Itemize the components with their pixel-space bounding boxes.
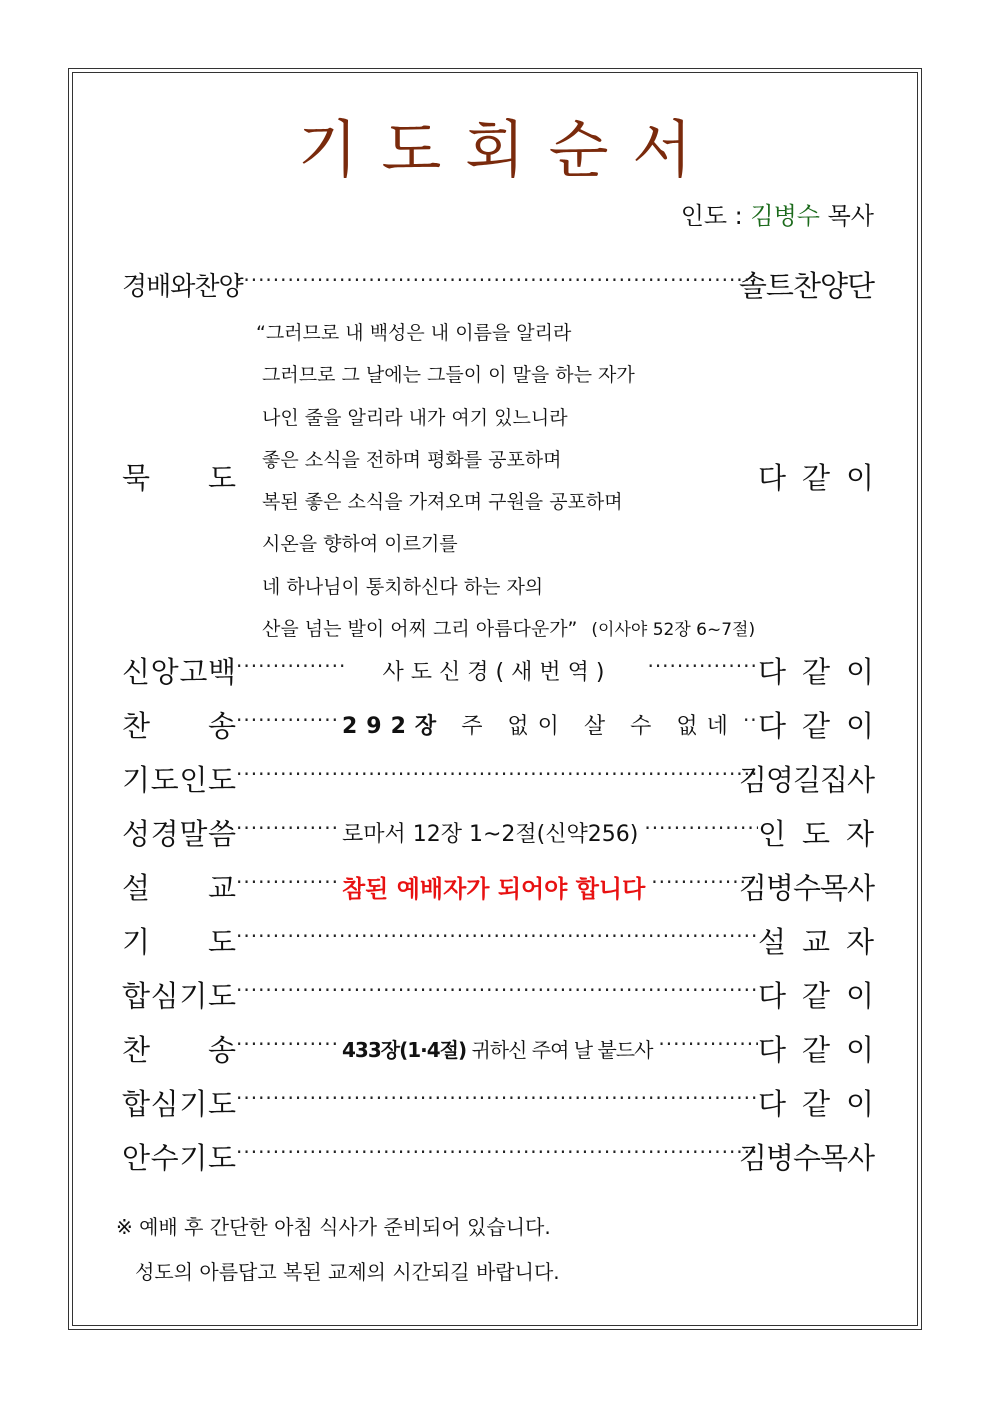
leader-name: 김병수 <box>750 202 820 230</box>
sermon-title: 참된 예배자가 되어야 합니다 <box>342 874 646 903</box>
order-row-hymn-2 <box>122 1028 874 1068</box>
label-char: 도 <box>207 461 236 495</box>
scripture-line-last <box>256 608 755 651</box>
hymn-number: 292장 <box>342 713 446 739</box>
footer-notes <box>116 1205 560 1295</box>
order-right: 설 교 자 <box>758 924 874 959</box>
scripture-line: 좋은 소식을 전하며 평화를 공포하며 <box>256 448 562 471</box>
dot-leader <box>236 268 758 292</box>
order-right: 다 같 이 <box>758 654 874 689</box>
order-label: 신 앙 고 백 <box>122 654 236 689</box>
scripture-line: 산을 넘는 발이 어찌 그리 아름다운가” <box>256 618 578 641</box>
label-char: 묵 <box>122 461 151 495</box>
leader-role-label: 인도 : <box>680 202 743 230</box>
dot-leader <box>651 870 758 894</box>
order-row-prayer-leading <box>122 758 874 798</box>
order-right: 다 같 이 <box>758 1086 874 1121</box>
order-label: 합 심 기 도 <box>122 978 236 1013</box>
order-row-sermon <box>122 866 874 906</box>
order-label: 찬 송 <box>122 708 236 743</box>
meditation-label <box>122 456 236 497</box>
dot-leader <box>658 1032 758 1056</box>
dot-leader <box>236 1032 336 1056</box>
hymn-title: 주 없이 살 수 없네 <box>461 713 737 739</box>
dot-leader <box>236 762 758 786</box>
order-label: 찬 송 <box>122 1032 236 1067</box>
order-row-laying-hands <box>122 1136 874 1176</box>
dot-leader <box>236 816 336 840</box>
order-label: 기 도 <box>122 924 236 959</box>
dot-leader <box>236 654 347 678</box>
order-row-opening <box>122 264 874 304</box>
order-right: 김병수목사 <box>738 870 874 905</box>
scripture-line: 나인 줄을 알리라 내가 여기 있느니라 <box>256 406 568 429</box>
order-label: 합 심 기 도 <box>122 1086 236 1121</box>
dot-leader <box>236 1140 758 1164</box>
dot-leader <box>236 708 336 732</box>
order-label: 기 도 인 도 <box>122 762 236 797</box>
order-row-creed <box>122 650 874 690</box>
order-right: 솔트찬양단 <box>738 268 874 303</box>
order-label: 안 수 기 도 <box>122 1140 236 1175</box>
order-detail <box>336 1034 658 1063</box>
note-line: ※ 예배 후 간단한 아침 식사가 준비되어 있습니다. <box>116 1215 551 1239</box>
dot-leader <box>236 1086 758 1110</box>
leader-title: 목사 <box>827 202 874 230</box>
order-right: 인 도 자 <box>758 816 874 851</box>
dot-leader <box>236 978 758 1002</box>
scripture-line: 네 하나님이 통치하신다 하는 자의 <box>256 575 544 598</box>
leader-line <box>681 196 874 231</box>
order-detail <box>336 709 743 740</box>
hymn-title: 귀하신 주여 날 붙드사 <box>471 1037 653 1062</box>
dot-leader <box>236 870 336 894</box>
page-title: 기 도 회 순 서 <box>297 113 695 186</box>
order-right: 다 같 이 <box>758 708 874 743</box>
order-row-hymn-1 <box>122 704 874 744</box>
scripture-line: 그러므로 그 날에는 그들이 이 말을 하는 자가 <box>256 364 635 387</box>
order-row-prayer <box>122 920 874 960</box>
dot-leader <box>743 708 758 732</box>
order-row-united-prayer-1 <box>122 974 874 1014</box>
order-right: 김영길집사 <box>738 762 874 797</box>
scripture-passage <box>256 312 755 651</box>
hymn-number: 433장(1·4절) <box>342 1037 467 1062</box>
meditation-right <box>758 456 874 497</box>
order-detail: 로마서 12장 1~2절(신약256) <box>342 821 639 847</box>
dot-leader <box>644 816 758 840</box>
right-char: 같 <box>801 461 830 495</box>
order-right: 김병수목사 <box>738 1140 874 1175</box>
order-label: 설 교 <box>122 870 236 905</box>
dot-leader <box>236 924 758 948</box>
order-right: 다 같 이 <box>758 978 874 1013</box>
right-char: 이 <box>845 461 874 495</box>
order-label: 성 경 말 씀 <box>122 816 236 851</box>
order-row-scripture <box>122 812 874 852</box>
scripture-line: 복된 좋은 소식을 가져오며 구원을 공포하며 <box>256 491 623 514</box>
dot-leader <box>647 654 758 678</box>
order-detail: 사도신경(새번역) <box>382 659 612 685</box>
scripture-line: 시온을 향하여 이르기를 <box>256 533 458 556</box>
order-row-united-prayer-2 <box>122 1082 874 1122</box>
order-right: 다 같 이 <box>758 1032 874 1067</box>
note-line: 성도의 아름답고 복된 교제의 시간되길 바랍니다. <box>116 1260 560 1284</box>
scripture-line: “그러므로 내 백성은 내 이름을 알리라 <box>256 322 572 344</box>
scripture-reference: (이사야 52장 6~7절) <box>591 620 756 641</box>
right-char: 다 <box>758 461 787 495</box>
order-label: 경배와찬양 <box>122 271 243 302</box>
